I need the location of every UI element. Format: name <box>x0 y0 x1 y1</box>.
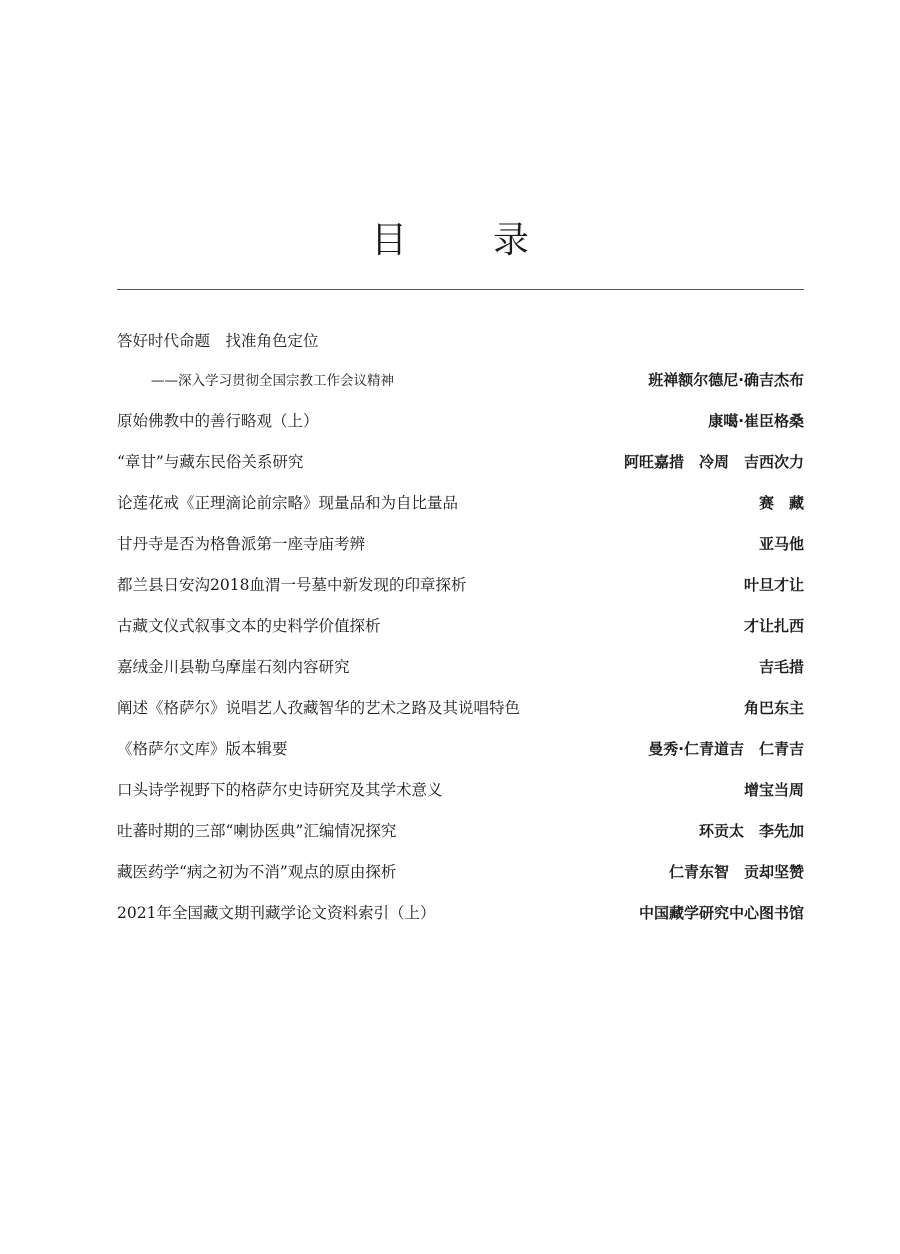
toc-entry-title: ——深入学习贯彻全国宗教工作会议精神 <box>151 373 394 389</box>
toc-entry[interactable] <box>117 483 804 524</box>
toc-entry[interactable] <box>117 401 804 442</box>
toc-entry[interactable] <box>117 321 804 360</box>
toc-entry[interactable] <box>117 729 804 770</box>
toc-entry-title: 藏医药学“病之初为不消”观点的原由探析 <box>117 863 397 881</box>
toc-entry[interactable] <box>117 647 804 688</box>
toc-entry-title: 吐蕃时期的三部“喇协医典”汇编情况探究 <box>117 822 397 840</box>
toc-entry[interactable] <box>117 565 804 606</box>
toc-entry[interactable] <box>117 606 804 647</box>
toc-entry-author: 康噶·崔臣格桑 <box>708 412 804 430</box>
toc-entry-author: 仁青东智 贡却坚赞 <box>668 863 804 881</box>
toc-entry-author: 中国藏学研究中心图书馆 <box>638 904 804 922</box>
toc-entry-author: 班禅额尔德尼·确吉杰布 <box>648 371 804 389</box>
toc-entry[interactable] <box>117 770 804 811</box>
table-of-contents <box>117 321 804 934</box>
toc-entry[interactable] <box>117 688 804 729</box>
toc-entry[interactable] <box>117 852 804 893</box>
toc-entry-title: 都兰县日安沟2018血渭一号墓中新发现的印章探析 <box>117 576 467 594</box>
toc-entry-author: 赛 藏 <box>758 494 804 512</box>
toc-entry-title: “章甘”与藏东民俗关系研究 <box>117 453 304 471</box>
page-title-char-1: 目 <box>370 220 407 261</box>
toc-entry-title: 嘉绒金川县勒乌摩崖石刻内容研究 <box>117 658 350 676</box>
toc-entry-author: 叶旦才让 <box>743 576 804 594</box>
toc-entry-title: 甘丹寺是否为格鲁派第一座寺庙考辨 <box>117 535 366 553</box>
toc-entry-title: 口头诗学视野下的格萨尔史诗研究及其学术意义 <box>117 781 443 799</box>
toc-entry[interactable] <box>117 893 804 934</box>
toc-entry-subtitle[interactable] <box>117 360 804 401</box>
page-title-char-2: 录 <box>493 220 530 261</box>
toc-entry-author: 增宝当周 <box>743 781 804 799</box>
toc-entry-author: 环贡太 李先加 <box>698 822 804 840</box>
toc-entry[interactable] <box>117 811 804 852</box>
title-divider <box>117 289 804 290</box>
toc-entry-title: 阐述《格萨尔》说唱艺人孜藏智华的艺术之路及其说唱特色 <box>117 699 521 717</box>
toc-entry-title: 古藏文仪式叙事文本的史料学价值探析 <box>117 617 381 635</box>
toc-entry-author: 亚马他 <box>758 535 804 553</box>
toc-entry-title: 论莲花戒《正理滴论前宗略》现量品和为自比量品 <box>117 494 459 512</box>
toc-entry-title: 原始佛教中的善行略观（上） <box>117 412 319 430</box>
toc-entry-author: 曼秀·仁青道吉 仁青吉 <box>648 740 804 758</box>
toc-entry-title: 2021年全国藏文期刊藏学论文资料索引（上） <box>117 904 436 922</box>
toc-entry[interactable] <box>117 524 804 565</box>
toc-entry-title: 《格萨尔文库》版本辑要 <box>117 740 288 758</box>
toc-entry-author: 吉毛措 <box>758 658 804 676</box>
toc-entry-author: 阿旺嘉措 冷周 吉西次力 <box>623 453 804 471</box>
page-title <box>0 216 900 266</box>
toc-entry-title: 答好时代命题 找准角色定位 <box>117 332 319 350</box>
toc-entry-author: 才让扎西 <box>743 617 804 635</box>
toc-entry-author: 角巴东主 <box>743 699 804 717</box>
toc-entry[interactable] <box>117 442 804 483</box>
